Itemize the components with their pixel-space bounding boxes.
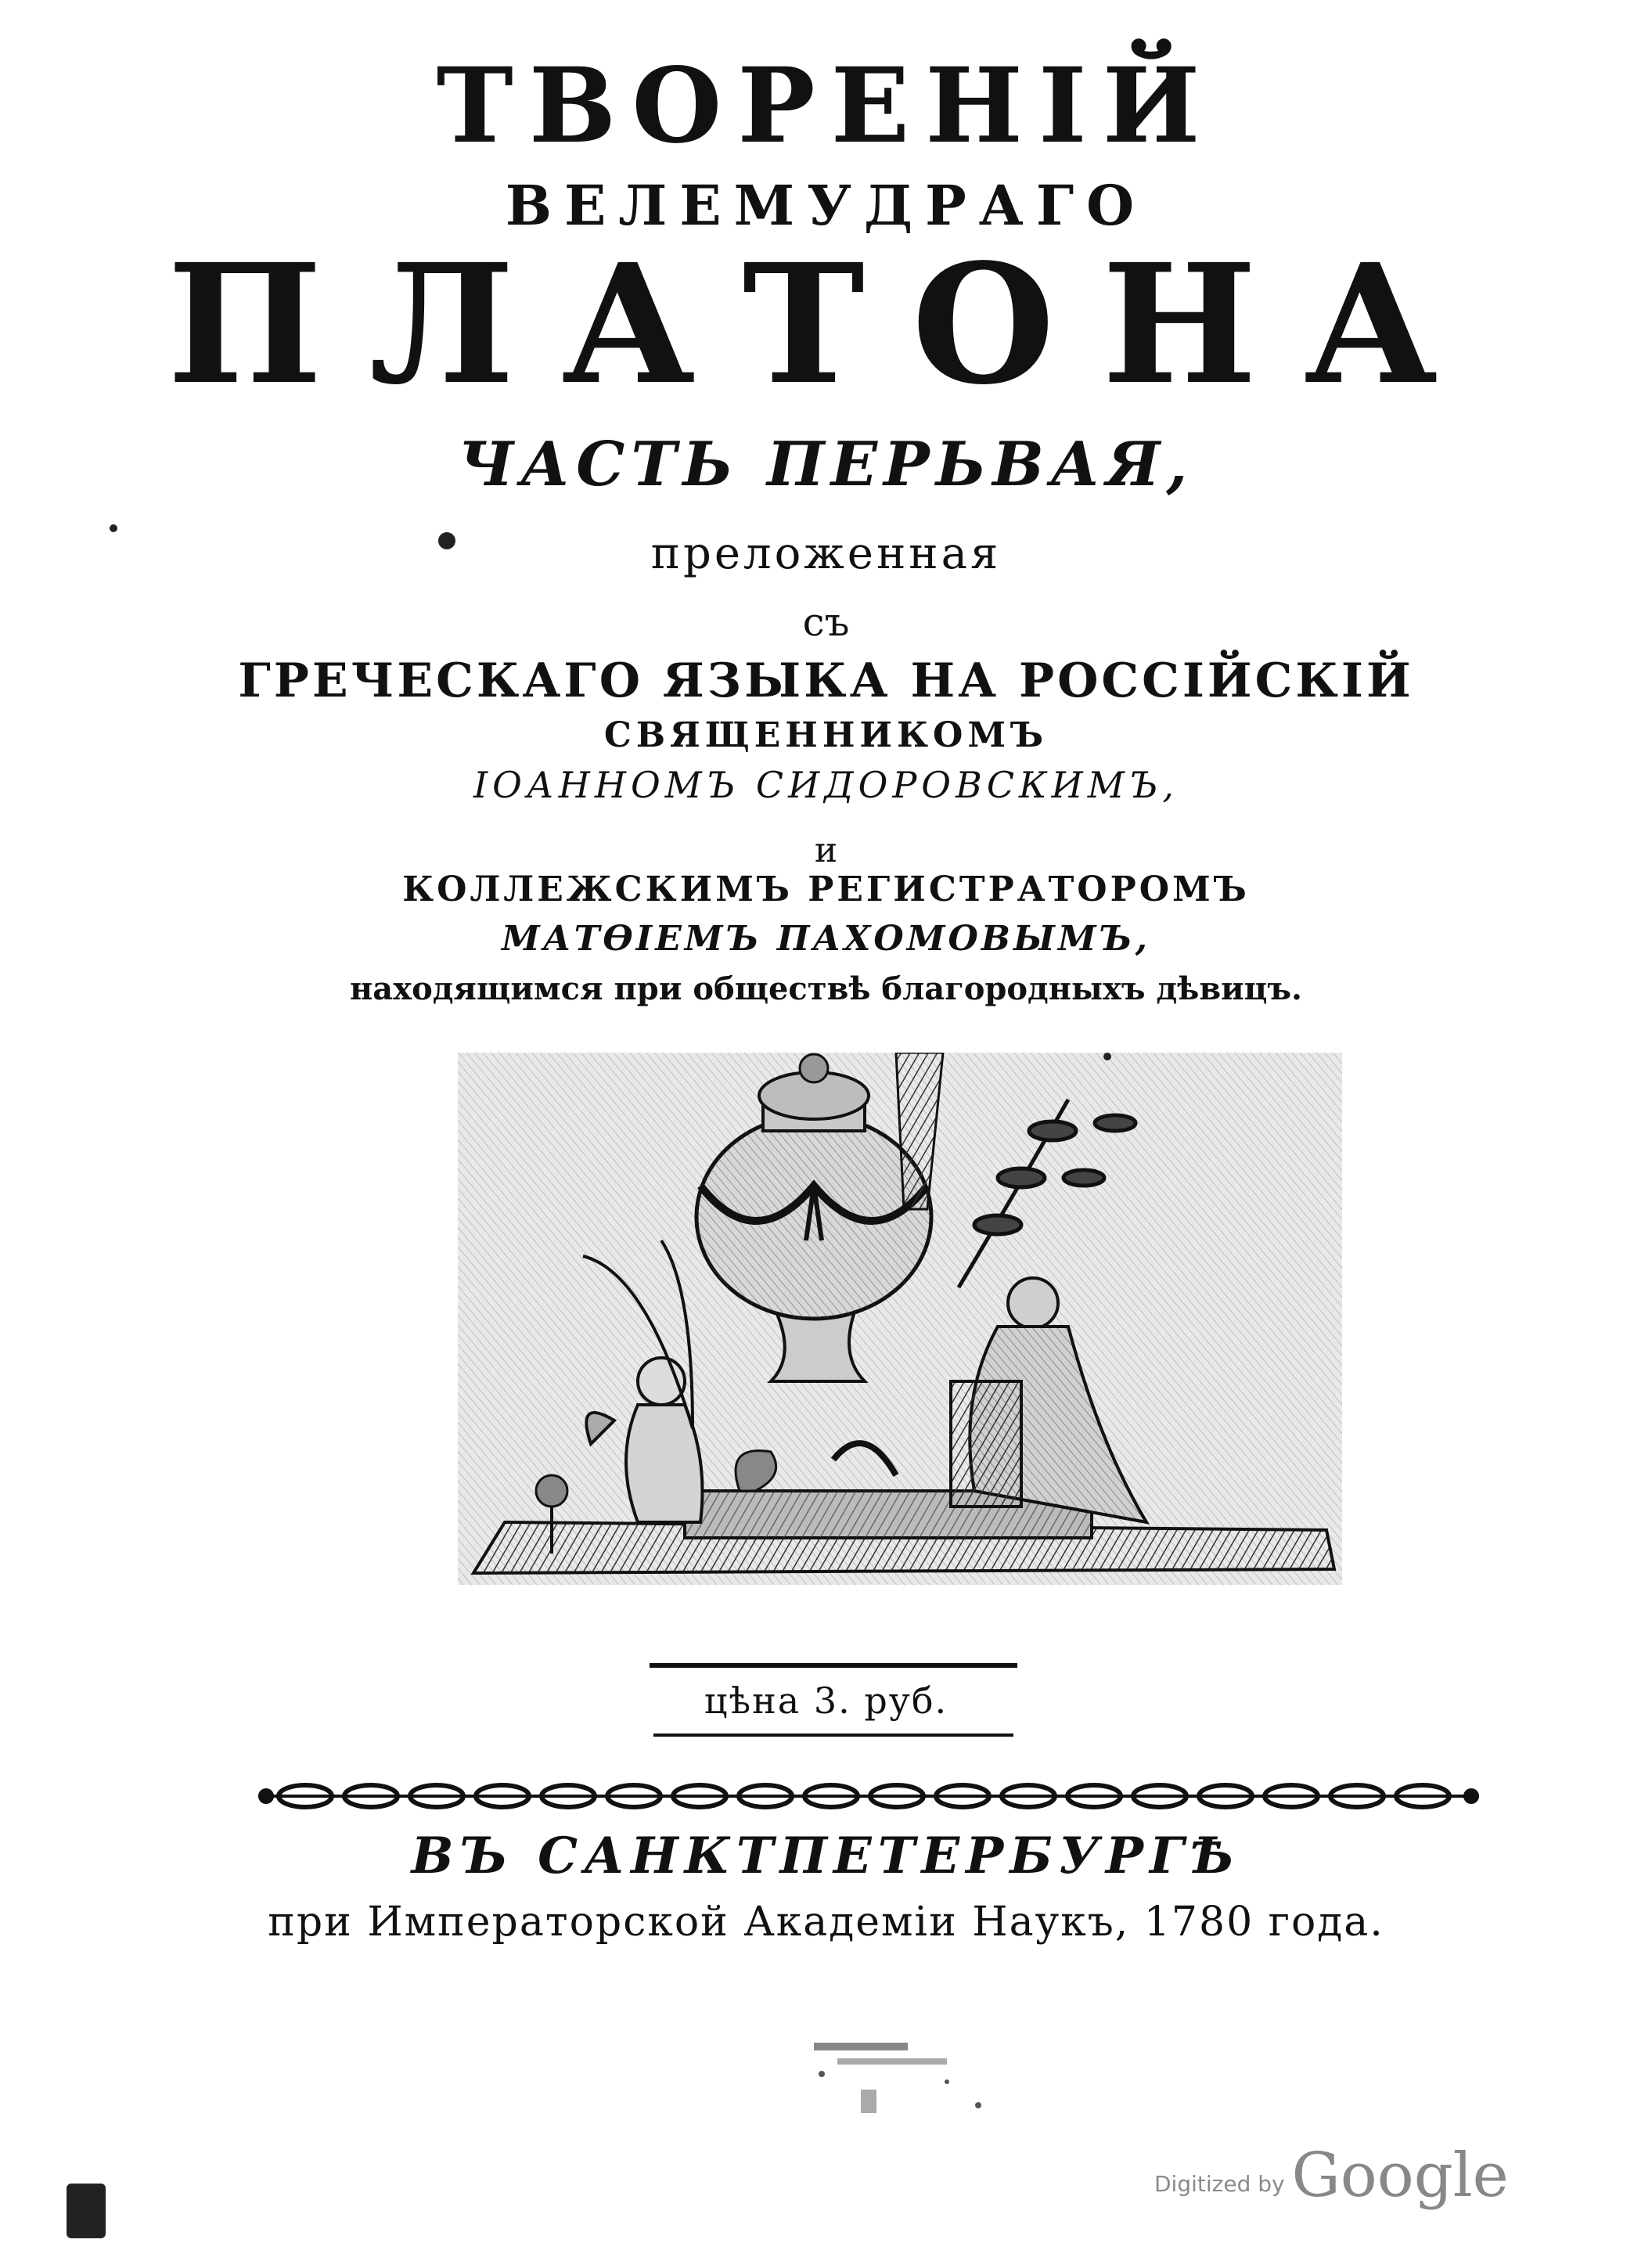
speck: [1103, 1053, 1111, 1060]
urn-and-figures-engraving-icon: [458, 1053, 1342, 1608]
speck: [67, 2184, 106, 2238]
and-label: и: [814, 830, 838, 870]
chain-end: [1463, 1788, 1479, 1804]
part-heading: ЧАСТЬ ПЕРЬВАЯ,: [458, 429, 1194, 500]
registrar-title: КОЛЛЕЖСКИМЪ РЕГИСТРАТОРОМЪ: [402, 869, 1250, 909]
priest-title: СВЯЩЕННИКОМЪ: [603, 715, 1049, 755]
priest-name: IОАННОМЪ СИДОРОВСКИМЪ,: [473, 764, 1179, 806]
from-label: съ: [802, 599, 850, 645]
languages-line: ГРЕЧЕСКАГО ЯЗЫКА НА РОССIЙСКIЙ: [238, 653, 1414, 708]
chain-ornament-icon: [258, 1777, 1479, 1816]
google-logo: Google: [1291, 2140, 1509, 2211]
title-line-2: ВЕЛЕМУДРАГО: [505, 173, 1147, 238]
imprint-city: ВЪ САНКТПЕТЕРБУРГѢ: [411, 1827, 1241, 1885]
affiliation-line: находящимся при обществѣ благородныхъ дѣвицъ.: [350, 970, 1302, 1007]
chain-end: [258, 1788, 274, 1804]
imprint-publisher: при Императорской Академiи Наукъ, 1780 года.: [268, 1899, 1384, 1946]
digitized-prefix: Digitized by: [1154, 2171, 1285, 2197]
price-bottom-rule: [653, 1734, 1013, 1737]
library-stamp-icon: [790, 2035, 1010, 2137]
speck: [438, 532, 455, 549]
price-top-rule: [650, 1663, 1017, 1668]
registrar-name: МАТѲIЕМЪ ПАХОМОВЫМЪ,: [502, 919, 1150, 959]
speck: [110, 524, 117, 532]
digitized-by-watermark: [1154, 2140, 1509, 2211]
title-line-1: ТВОРЕНIЙ: [436, 45, 1216, 167]
title-line-3: ПЛАТОНА: [167, 228, 1485, 421]
translated-label: преложенная: [650, 528, 1002, 579]
price-label: цѣна 3. руб.: [704, 1680, 948, 1722]
